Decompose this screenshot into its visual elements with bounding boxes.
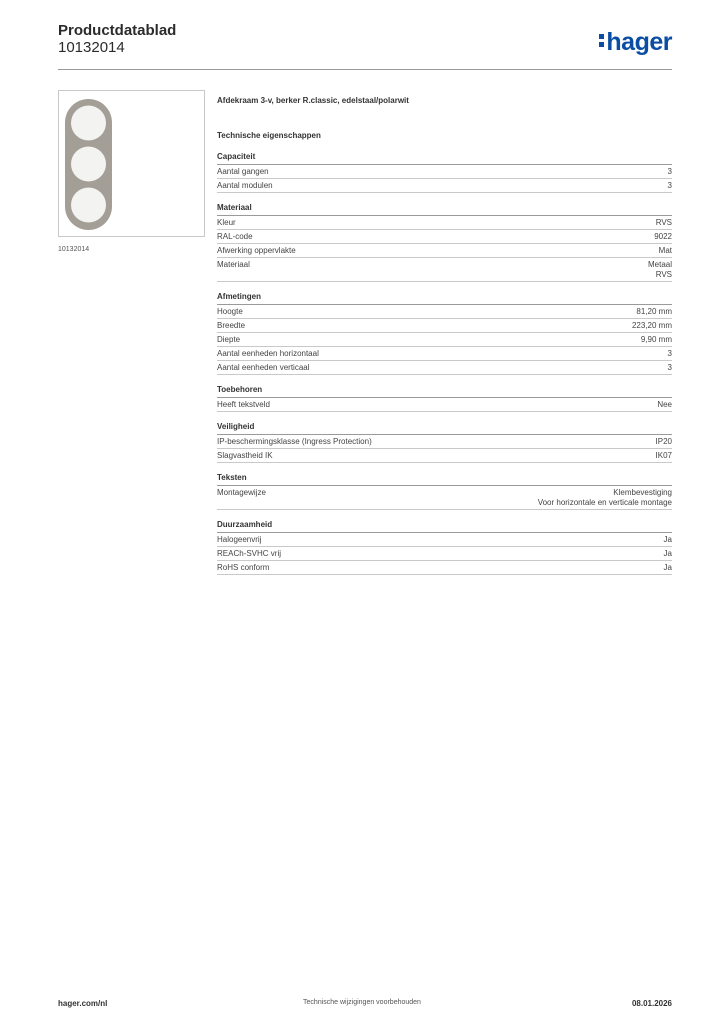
spec-label: Aantal eenheden verticaal xyxy=(217,363,310,372)
spec-label: Aantal eenheden horizontaal xyxy=(217,349,319,358)
spec-section xyxy=(217,203,672,282)
spec-value: 3 xyxy=(667,181,672,190)
spec-value: Ja xyxy=(663,563,672,572)
footer-date: 08.01.2026 xyxy=(631,999,672,1008)
cover-frame-3-gang-icon xyxy=(59,91,204,236)
article-number: 10132014 xyxy=(58,39,125,56)
spec-value: Ja xyxy=(663,535,672,544)
section-title: Veiligheid xyxy=(217,422,672,435)
spec-label: Hoogte xyxy=(217,307,243,316)
spec-content xyxy=(217,96,672,585)
footer-disclaimer: Technische wijzigingen voorbehouden xyxy=(303,999,421,1006)
spec-section xyxy=(217,385,672,412)
spec-value: Metaal RVS xyxy=(647,260,672,279)
product-name: Afdekraam 3-v, berker R.classic, edelstaal/polarwit xyxy=(217,96,409,105)
spec-value: RVS xyxy=(655,218,672,227)
spec-row xyxy=(217,361,672,375)
spec-label: Materiaal xyxy=(217,260,250,269)
spec-label: Aantal modulen xyxy=(217,181,273,190)
spec-row xyxy=(217,533,672,547)
spec-label: Heeft tekstveld xyxy=(217,400,270,409)
spec-value: Ja xyxy=(663,549,672,558)
spec-row xyxy=(217,547,672,561)
section-title: Capaciteit xyxy=(217,152,672,165)
spec-section xyxy=(217,152,672,193)
hager-logo xyxy=(599,28,672,56)
footer-website: hager.com/nl xyxy=(58,999,108,1008)
spec-value: IP20 xyxy=(655,437,672,446)
section-title: Duurzaamheid xyxy=(217,520,672,533)
spec-label: Montagewijze xyxy=(217,488,266,497)
spec-row xyxy=(217,216,672,230)
spec-row xyxy=(217,333,672,347)
spec-label: Aantal gangen xyxy=(217,167,269,176)
spec-value: 9,90 mm xyxy=(640,335,672,344)
spec-row xyxy=(217,561,672,575)
spec-value: Klembevestiging Voor horizontale en verticale montage xyxy=(537,488,672,507)
spec-section xyxy=(217,422,672,463)
spec-value: Nee xyxy=(657,400,672,409)
spec-row xyxy=(217,435,672,449)
spec-row xyxy=(217,230,672,244)
spec-label: RoHS conform xyxy=(217,563,270,572)
spec-section xyxy=(217,473,672,510)
spec-row xyxy=(217,398,672,412)
spec-value: Mat xyxy=(658,246,672,255)
spec-value: 3 xyxy=(667,363,672,372)
product-image xyxy=(58,90,205,237)
spec-value: 9022 xyxy=(654,232,672,241)
spec-row xyxy=(217,305,672,319)
spec-value: 3 xyxy=(667,349,672,358)
section-title: Afmetingen xyxy=(217,292,672,305)
spec-row xyxy=(217,258,672,282)
spec-row xyxy=(217,486,672,510)
spec-row xyxy=(217,449,672,463)
logo-text: hager xyxy=(606,28,672,56)
spec-value: 3 xyxy=(667,167,672,176)
spec-label: Kleur xyxy=(217,218,236,227)
spec-row xyxy=(217,165,672,179)
tech-properties-heading: Technische eigenschappen xyxy=(217,131,321,140)
spec-row xyxy=(217,319,672,333)
spec-label: Afwerking oppervlakte xyxy=(217,246,296,255)
header-divider xyxy=(58,69,672,70)
spec-value: 81,20 mm xyxy=(636,307,672,316)
spec-label: Diepte xyxy=(217,335,241,344)
image-caption: 10132014 xyxy=(58,246,90,253)
spec-row xyxy=(217,244,672,258)
spec-value: 223,20 mm xyxy=(631,321,672,330)
spec-label: RAL-code xyxy=(217,232,253,241)
section-title: Toebehoren xyxy=(217,385,672,398)
spec-label: Halogeenvrij xyxy=(217,535,262,544)
spec-row xyxy=(217,347,672,361)
spec-label: Breedte xyxy=(217,321,246,330)
section-title: Teksten xyxy=(217,473,672,486)
spec-value: IK07 xyxy=(655,451,672,460)
spec-label: REACh-SVHC vrij xyxy=(217,549,282,558)
spec-section xyxy=(217,520,672,575)
spec-sections xyxy=(217,152,672,575)
document-title: Productdatablad xyxy=(58,22,177,39)
spec-label: IP-beschermingsklasse (Ingress Protection) xyxy=(217,437,372,446)
section-title: Materiaal xyxy=(217,203,672,216)
spec-section xyxy=(217,292,672,375)
spec-label: Slagvastheid IK xyxy=(217,451,273,460)
logo-colon-icon xyxy=(599,34,604,48)
spec-row xyxy=(217,179,672,193)
